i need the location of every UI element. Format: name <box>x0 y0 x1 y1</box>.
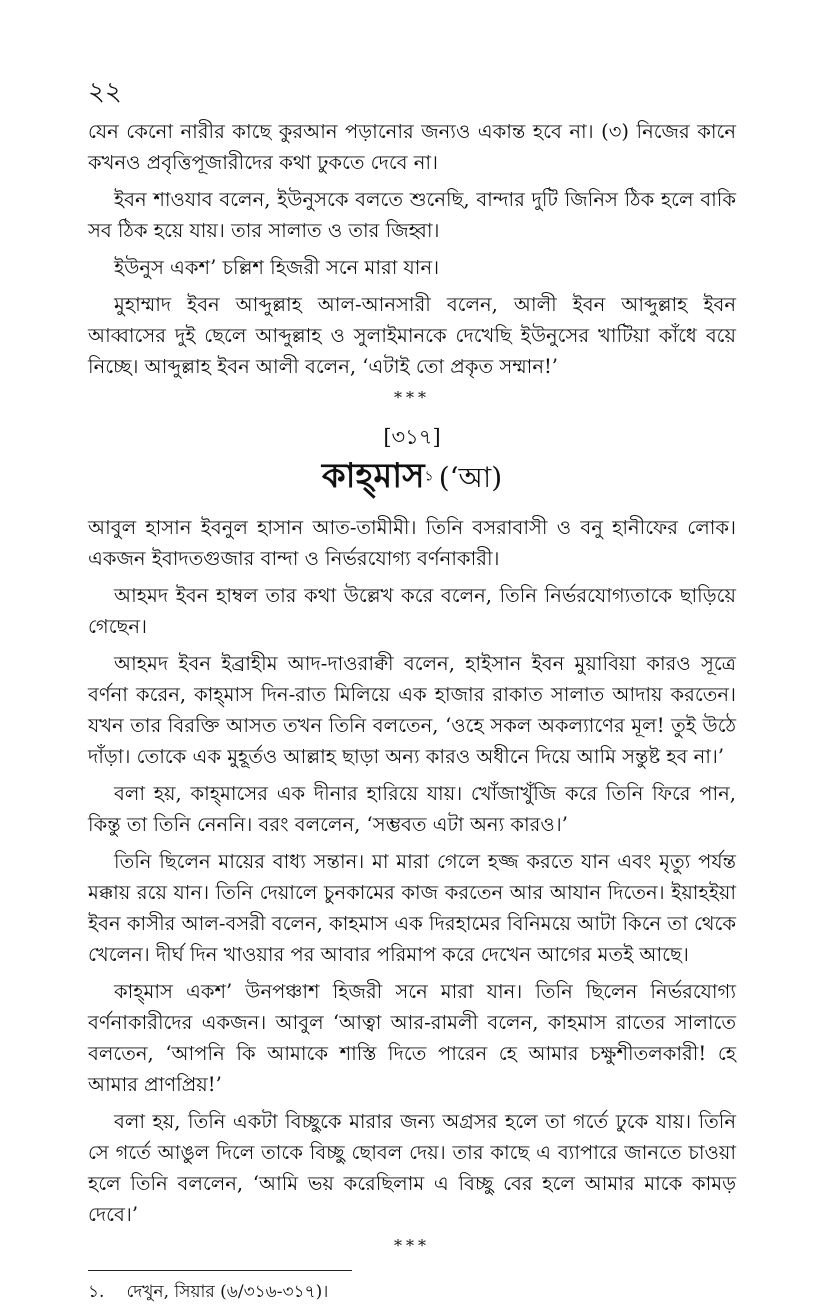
entry-number: [৩১৭] <box>383 425 441 449</box>
footnote-text: দেখুন, সিয়ার (৬/৩১৬-৩১৭)। <box>126 1282 329 1302</box>
entry-title-suffix: (‘আ) <box>438 461 503 494</box>
paragraph: বলা হয়, তিনি একটা বিচ্ছুকে মারার জন্য অগ্রসর হলে তা গর্তে ঢুকে যায়। তিনি সে গর্তে আঙুল দিলে তাকে বিচ্ছু ছোবল দেয়। তার কাছে এ ব্যাপারে জানতে চাওয়া হলে তিনি বললেন, ‘আমি ভয় করেছিলাম এ বিচ্ছু বের হলে আমার মাকে কামড় দেবে।’ <box>88 1110 736 1226</box>
footnote <box>88 1279 736 1305</box>
footnote-marker: ১ <box>424 468 434 485</box>
entry-title <box>88 454 736 504</box>
section-separator: *** <box>394 388 430 407</box>
section-separator: *** <box>394 1236 430 1255</box>
entry-title-name: কাহ্‌মাস <box>321 456 425 496</box>
paragraph: ইবন শাওযাব বলেন, ইউনুসকে বলতে শুনেছি, বান্দার দুটি জিনিস ঠিক হলে বাকি সব ঠিক হয়ে যায়। তার সালাত ও তার জিহ্বা। <box>88 188 736 242</box>
paragraph: আহমদ ইবন ইব্রাহীম আদ-দাওরাক্বী বলেন, হাইসান ইবন মুয়াবিয়া কারও সূত্রে বর্ণনা করেন, কাহ্‌মাস দিন-রাত মিলিয়ে এক হাজার রাকাত সালাত আদায় করতেন। যখন তার বিরক্তি আসত তখন তিনি বলতেন, ‘ওহে সকল অকল্যাণের মূল! তুই উঠে দাঁড়া। তোকে এক মুহূর্তও আল্লাহ ছাড়া অন্য কারও অধীনে দিয়ে আমি সন্তুষ্ট হব না।’ <box>88 652 736 768</box>
page-number: ২২ <box>88 77 122 107</box>
book-page <box>88 72 736 1305</box>
footnote-divider <box>88 1270 352 1271</box>
paragraph-continuation: যেন কেনো নারীর কাছে কুরআন পড়ানোর জন্যও একান্ত হবে না। (৩) নিজের কানে কখনও প্রবৃত্তিপূজারীদের কথা ঢুকতে দেবে না। <box>88 120 736 174</box>
paragraph: তিনি ছিলেন মায়ের বাধ্য সন্তান। মা মারা গেলে হজ্জ করতে যান এবং মৃত্যু পর্যন্ত মক্কায় রয়ে যান। তিনি দেয়ালে চুনকামের কাজ করতেন আর আযান দিতেন। ইয়াহইয়া ইবন কাসীর আল-বসরী বলেন, কাহমাস এক দিরহামের বিনিময়ে আটা কিনে তা থেকে খেলেন। দীর্ঘ দিন খাওয়ার পর আবার পরিমাপ করে দেখেন আগের মতই আছে। <box>88 850 736 966</box>
paragraph: আবুল হাসান ইবনুল হাসান আত-তামীমী। তিনি বসরাবাসী ও বনু হানীফের লোক। একজন ইবাদতগুজার বান্দা ও নির্ভরযোগ্য বর্ণনাকারী। <box>88 516 736 570</box>
paragraph: ইউনুস একশ’ চল্লিশ হিজরী সনে মারা যান। <box>114 256 440 279</box>
paragraph: আহমদ ইবন হাম্বল তার কথা উল্লেখ করে বলেন, তিনি নির্ভরযোগ্যতাকে ছাড়িয়ে গেছেন। <box>88 584 736 638</box>
footnote-number: ১. <box>88 1282 105 1302</box>
paragraph: কাহ্‌মাস একশ’ উনপঞ্চাশ হিজরী সনে মারা যান। তিনি ছিলেন নির্ভরযোগ্য বর্ণনাকারীদের একজন। আবুল ‘আত্বা আর-রামলী বলেন, কাহমাস রাতের সালাতে বলতেন, ‘আপনি কি আমাকে শাস্তি দিতে পারেন হে আমার চক্ষুশীতলকারী! হে আমার প্রাণপ্রিয়!’ <box>88 980 736 1096</box>
paragraph: মুহাম্মাদ ইবন আব্দুল্লাহ আল-আনসারী বলেন, আলী ইবন আব্দুল্লাহ ইবন আব্বাসের দুই ছেলে আব্দুল্লাহ ও সুলাইমানকে দেখেছি ইউনুসের খাটিয়া কাঁধে বয়ে নিচ্ছে। আব্দুল্লাহ ইবন আলী বলেন, ‘এটাই তো প্রকৃত সম্মান!’ <box>88 293 736 378</box>
paragraph: বলা হয়, কাহ্‌মাসের এক দীনার হারিয়ে যায়। খোঁজাখুঁজি করে তিনি ফিরে পান, কিন্তু তা তিনি নেননি। বরং বললেন, ‘সম্ভবত এটা অন্য কারও।’ <box>88 782 736 836</box>
